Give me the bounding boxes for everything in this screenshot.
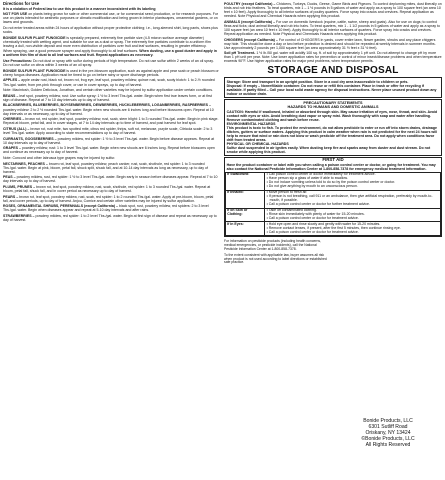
- poultry-paragraph: POULTRY (except California) – Chickens, Turkeys, Ducks, Geese, Game Birds and Pigeons. To control depluming mites, dust liberally on birds and rub into feathers. To treat quarters, mix 1 – 1 ½ pounds in 5 gallons of water and apply as a spray to 100 square feet (an area 10 feet x 10 feet). Apply thoroughly to all interior surfaces of poultry quarters. Force spray into cracks and crevices. Repeat application as needed. Note Physical and Chemical Hazards when applying this product.: [224, 2, 442, 19]
- crop-entry: CITRUS (ALL) – brown rot, rust mite, two spotted mite, citrus red spider, thrips, soft rot, melanose, purple scale, Citricola scale: 2 to 3 level Tbs./gal. water. Apply according to state recommendations up to day of harvest.: [3, 126, 213, 135]
- warranty-text: To the extent consistent with applicable law, buyer assumes all risk when product is not used according to label directions or established safe practice.: [224, 252, 327, 265]
- first-aid-instructions: [265, 172, 441, 190]
- first-aid-item: • Move person to fresh air.: [266, 190, 308, 195]
- crop-entry: PEAS – powdery mildew, rust, red spider: 1 ½ to 3 level Tbs./gal. water. Begin early in season before diseases appear. Repeat at 7 to 10 day intervals up to day of harvest.: [3, 175, 218, 184]
- crop-entry: CURRANTS, GOOSEBERRIES – powdery mildew, red spider: 1 ½ to 3 level Tbs./gal. water. Begin before disease appears. Repeat at 10 day intervals up to day of harvest.: [3, 136, 215, 145]
- application-instructions: When spraying, use a good pressure sprayer and apply thoroughly to all leaf surfaces. When dusting, use a good duster and apply in a uniform thin film of dust to all leaf surfaces and fruit. Repeat applications as necessary.: [3, 49, 217, 58]
- right-column: [224, 2, 442, 267]
- crop-entry: GRAPES – powdery mildew, rust: 1 to 3 level Tbs./gal. water. Begin when new shoots are 6 inches long. Repeat before blossoms open and continue as necessary up to day of harvest.: [3, 146, 215, 155]
- first-aid-label: If on Skin or Clothing:: [226, 208, 265, 222]
- directions-heading: Directions for Use: [3, 1, 40, 6]
- not-for-use-paragraph: NOT FOR USE on plants being grown for sale or other commercial use, or for commercial seed production, or for research purposes. For use on plants intended for aesthetic purposes or climatic modification and being grown in interior plantscapes, ornamental gardens, or on lawns and grounds.: [3, 12, 219, 25]
- first-aid-item: • Hold eye open and rinse slowly and gently with water for 15-20 minutes.: [266, 221, 381, 226]
- crop-list: [3, 78, 219, 222]
- first-aid-item: • Call a poison control center or doctor for treatment advice.: [266, 229, 359, 234]
- first-aid-row: [226, 190, 441, 208]
- first-aid-label: If Inhaled:: [226, 190, 265, 208]
- first-aid-item: • Call a poison control center or doctor for further treatment advice.: [266, 202, 370, 207]
- first-aid-item: • Have person sip a glass of water if able to swallow.: [266, 176, 348, 181]
- disposal-text: Disposal: If empty – Nonrefillable container. Do not reuse or refill this container. Place in trash or offer for recycling if available. If partly filled – Call your local solid waste agency for disposal instructions. Never place unused product down any indoor or outdoor drain.: [226, 83, 437, 96]
- precautionary-title: PRECAUTIONARY STATEMENTS: [303, 101, 363, 106]
- animals-paragraph: ANIMALS (except California) – For use on domestic livestock (equine, cattle, swine, sheep and goats). Also for use on dogs; to control fleas and ticks; dust animal liberally and rub into hairs. To treat quarters, mix 1 - 1 1/2 pounds in 5 gallons of water and apply as a spray to 100 square feet (an area 10 feet x 10 feet). Apply thoroughly to all interior surfaces of quarters. Force spray into cracks and crevices. Repeat application as needed. Note Physical and Chemicals Hazards when applying this product.: [224, 19, 441, 36]
- bonide-preblossom: BONIDE SULFUR PLANT FUNGICIDE is used in the pre-blossom application, such as against apple and pear scab or peach blossom or cherry fungus diseases. Application must be timed to go on before rainy or spore discharge periods.: [3, 68, 219, 77]
- first-aid-row: [226, 172, 441, 190]
- no-enter-paragraph: Do not enter treated areas within 24 hours of application without proper protective clothing; i.e., long-sleeved shirt, long pants, shoes plus socks.: [3, 25, 218, 35]
- directions-text: It is a violation of Federal law to use this product in a manner inconsistent with its labeling: [3, 6, 156, 11]
- first-aid-instructions: [265, 208, 441, 222]
- crop-entry: BLACKBERRIES, BLUEBERRIES, BOYSENBERRIES, DEWBERRIES, HUCKLEBERRIES, LOGANBERRIES, RASPBERRIES – powdery mildew: 2 to 2 ½ rounded Tbs./gal. water. Begin when new shoots are 6 inches long and before blossoms open. Repeat at 10 day intervals or as necessary, up to day of harvest.: [3, 103, 214, 116]
- crop-entry: NECTARINES, PEACHES – brown rot, leaf spot, powdery mildew, peach canker, rust, scab, shothole, red spider: 1 to 3 rounded Tbs./gal. water. Begin at pink, bloom, petal fall, shuck split, shuck fall, and at 10-14 day intervals as long as necessary, up to day of harvest.: [3, 161, 208, 174]
- first-aid-box: [224, 157, 442, 237]
- crop-entry: PEARS – brown rot, leaf spot, powdery mildew, rust, scab, red spider: 1 to 2 rounded Tbs./gal. water. Apply at pre-bloom, bloom, petal fall, and cover periods, up to day of harvest. Anjou, Comice and certain other varieties may be injured by sulfur application.: [3, 194, 214, 203]
- crop-entry: ROSES, ORNAMENTAL SHRUBS, PERENNIALS (except California) – black spot, rust, powdery mildew, red spiders: 2 to 3 level Tbs./gal. water. Begin when diseases appear and repeat at 5-10 day intervals and after rains.: [3, 204, 209, 213]
- info-block: [224, 240, 330, 265]
- first-aid-title: FIRST AID: [322, 157, 344, 163]
- caution-text: CAUTION: Harmful if swallowed, inhaled or absorbed through skin. May cause irritation of eyes, nose, throat, and skin. Avoid contact with eyes or skin. Avoid breathing dust vapor or spray mist. Wash thoroughly with soap and water after handling. Remove contaminated clothing and wash before reuse.: [226, 109, 438, 122]
- storage-title: STORAGE AND DISPOSAL: [267, 65, 399, 77]
- env-title: ENVIRONMENTAL HAZARDS: [226, 121, 276, 126]
- first-aid-item: • Call poison control center or doctor immediately for treatment advice.: [266, 172, 376, 177]
- first-aid-item: • Call a poison control center or doctor for treatment advice.: [266, 216, 359, 221]
- first-aid-item: • Take off contaminated clothing.: [266, 208, 317, 213]
- rights-reserved: All Rights Reserved: [365, 442, 411, 449]
- crop-entry: STRAWBERRIES – powdery mildew, red spider: 1 to 2 level Tbs./gal. water. Begin at first sign of disease and repeat as necessary up to day of harvest.: [3, 214, 217, 223]
- first-aid-row: [226, 208, 441, 222]
- chiggers-paragraph: CHIGGERS (except California) – For control of CHIGGERS in yards, cover entire lawn, flower garden, shrubs and any place chiggers may hide. This should be done a day or two before protection is desired and should be repeated at weekly intervals in summer months. Use approximately 2 pounds per 1,000 square feet (an area approximately 31 ½ feet x 31 ½ feet).: [224, 37, 436, 50]
- first-aid-item: • Do not induce vomiting unless told to do so by the poison control center or doctor.: [266, 180, 396, 185]
- company-name: Bonide Products, LLC: [363, 418, 413, 424]
- info-text: For information on pesticide products (including health concerns, medical emergencies, or pesticide incidents), call the National Pesticide Information Center at 1-800-858-7378.: [224, 239, 322, 252]
- phys-title: PHYSICAL OR CHEMICAL HAZARDS: [226, 141, 289, 146]
- bonide-description: BONIDE SULFUR PLANT FUNGICIDE is specially prepared, extremely fine particle size (4-5 micron surface average diameter) chemically treated with wetting agent, and suitable for use as a dust or spray. The extremely fine particles contribute to a uniform film leaving a dull, non-visible deposit and more even distribution of particles over fruit and leaf surfaces, resulting in greater efficiency.: [3, 35, 211, 48]
- crop-entry: PLUMS, PRUNES – brown rot, leaf spot, powdery mildew, rust, scab, shothole, red spider: 1 to 3 rounded Tbs./gal. water. Repeat at bloom, petal fall, shuck fall, and in cover period as necessary up to day of harvest.: [3, 185, 211, 194]
- crop-entry: Note: Concord and other labrusca type grapes may be injured by sulfur.: [3, 155, 116, 160]
- precautionary-box: [224, 99, 442, 156]
- city-state-zip: Oriskany, NY 13424: [365, 430, 411, 437]
- first-aid-instructions: [265, 190, 441, 208]
- env-text: This product is toxic to fish. To protect the environment, do not allow pesticide to enter or run off into storm drains, drainage ditches, gutters or surface waters. Applying this product in calm weather when rain is not predicted for the next 24 hours will help to ensure that wind or rain does not blow or wash pesticide off the treatment area. Do not apply when conditions favor drift from treated areas.: [226, 125, 438, 142]
- copyright: ©Bonide Products, LLC: [361, 436, 415, 443]
- storage-box: [224, 77, 442, 98]
- storage-text: Storage: Store and transport in an upright position. Store in a cool dry area inaccessible to children or pets.: [226, 79, 409, 84]
- hazards-title: HAZARDS TO HUMANS AND DOMESTIC ANIMALS: [287, 105, 379, 110]
- first-aid-label: If Swallowed:: [226, 172, 265, 190]
- crop-entry: Note: Macintosh, Golden Delicious, Jonathan, and certain other varieties may be injured by sulfur application under certain conditions.: [3, 88, 213, 93]
- phys-text: Sulfur dust suspended in air ignites easily. When dusting keep fire and sparks away from duster and dust stream. Do not smoke while applying this product.: [226, 146, 431, 155]
- first-aid-instructions: [265, 222, 441, 236]
- first-aid-label: If in Eyes:: [226, 222, 265, 236]
- left-column: [3, 2, 219, 224]
- crop-entry: APPLES – apple cedar rust, black rot, brown rot, frog eye, leaf spot, powdery mildew, quince rust, scab, sooty blotch: 1 to 2-½ rounded Tbs./gal. water, from pre-pink through cover, or use in cover sprays, up to day of harvest.: [3, 78, 215, 87]
- first-aid-item: • Do not give anything by mouth to an unconscious person.: [266, 184, 358, 189]
- first-aid-table: [225, 172, 441, 236]
- company-address: [332, 418, 444, 448]
- first-aid-item: • Rinse skin immediately with plenty of water for 15-20 minutes.: [266, 212, 365, 217]
- first-aid-intro: Have the product container or label with you when calling a poison control center or doctor, or going for treatment. You may also contact the National Pesticide Information Center at 1-800-858-7378 for emergency medical treatment information.: [226, 163, 436, 172]
- first-aid-item: • Remove contact lenses, if present, after the first 5 minutes, then continue rinsing eye.: [266, 225, 401, 230]
- street-address: 6301 Sutliff Road: [368, 424, 408, 431]
- soil-ph-paragraph: Soil pH Treatment- 1 ½ lb./50 gal. water will acidify 100 sq. ft. of soil by approximately 1 pH unit. Do not attempt to change pH by more than 1 pH unit per year. Note: Use lower application rates for prevention or control of minor insect/disease problems and when temperature exceeds 90°F. Use higher application rates for major pest problems, when temperature permits.: [224, 51, 442, 64]
- first-aid-item: • If person is not breathing, call 911 or an ambulance, then give artificial respiration, preferably by mouth-to-mouth, if possible.: [266, 194, 433, 203]
- crop-entry: BEANS – leaf spot, powdery mildew, rust: Use sulfur spray: 1 ½ to 3 level Tbs./gal. water. Begin when first true leaves form, or at first sign of disease. Repeat at 7 to 10 day intervals up to day of harvest.: [3, 93, 212, 102]
- use-precautions: Use Precautions: Do not dust or spray with sulfur during periods of high temperature. Do not use sulfur within 2 weeks of an oil spray. Do not use sulfur on citrus within 3 weeks of an oil spray.: [3, 59, 214, 68]
- first-aid-row: [226, 222, 441, 236]
- crop-entry: CHERRIES – brown rot, red spider, leaf spot, powdery mildew, rust, scab, stem blight: 1 to 3 rounded Tbs./gal. water. Begin in pink stage. Repeat at bloom, petal fall, and in cover stages, at 7 to 14 day intervals up to time of harvest, and post harvest for leaf spot.: [3, 117, 219, 126]
